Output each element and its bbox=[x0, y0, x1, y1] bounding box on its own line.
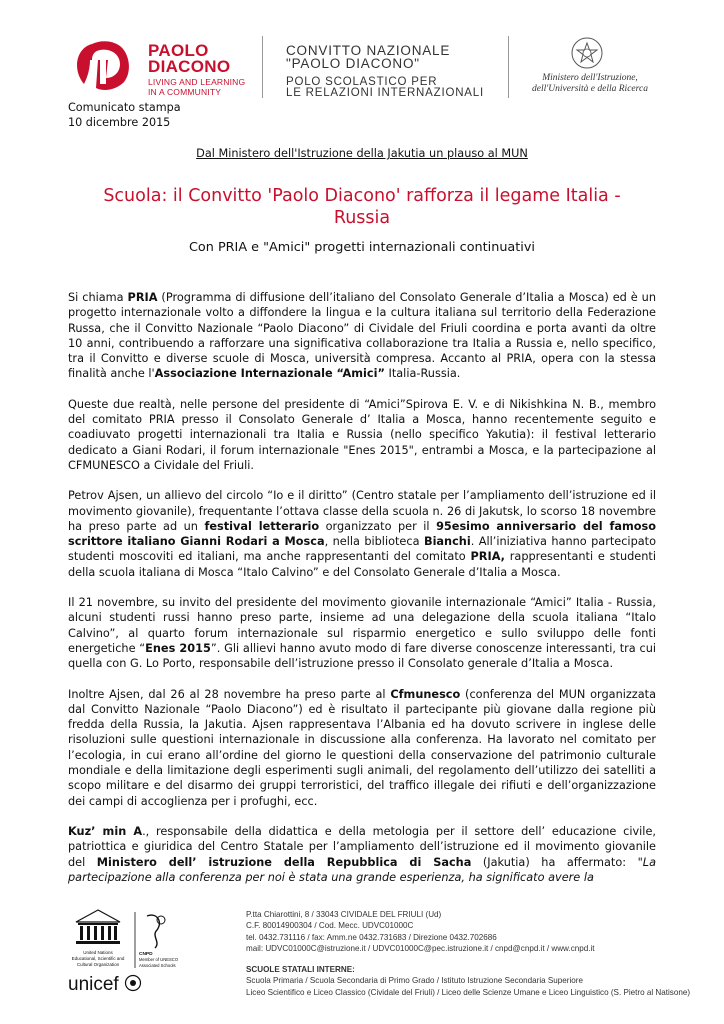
footer-address-line: mail: UDVC01000C@istruzione.it / UDVC01000C@pec.istruzione.it / cnpd@cnpd.it / www.cnpd.it bbox=[246, 944, 595, 954]
unesco-caption-2: Educational, Scientific and bbox=[71, 956, 125, 961]
unesco-logo-icon bbox=[68, 908, 128, 978]
paolo-diacono-logo-mark-icon bbox=[70, 38, 136, 94]
cnpd-caption-2: Member of UNESCO bbox=[139, 957, 179, 962]
unesco-caption-1: United Nations bbox=[83, 950, 113, 955]
header-divider bbox=[508, 36, 509, 98]
schools-line: Liceo Scientifico e Liceo Classico (Cividale del Friuli) / Liceo delle Scienze Umane e Liceo Linguistico (S. Pietro al Natisone) bbox=[246, 987, 691, 997]
paolo-diacono-logo bbox=[148, 43, 245, 97]
schools-heading: SCUOLE STATALI INTERNE: bbox=[246, 965, 355, 974]
convitto-line1: CONVITTO NAZIONALE bbox=[286, 43, 451, 58]
footer-schools bbox=[246, 964, 690, 998]
press-release-date: 10 dicembre 2015 bbox=[68, 116, 171, 129]
footer-address-line: tel. 0432.731116 / fax: Amm.ne 0432.731683 / Direzione 0432.702686 bbox=[246, 932, 497, 942]
italian-republic-emblem-icon bbox=[570, 36, 604, 70]
footer-address-line: P.tta Chiarottini, 8 / 33043 CIVIDALE DEL FRIULI (Ud) bbox=[246, 910, 442, 919]
paragraph-4: Il 21 novembre, su invito del presidente del movimento giovanile internazionale “Amici” Italia - Russia, alcuni studenti russi hanno preso parte, insieme ad una delegazione della scuola italiana “Italo Calvino”, al quarto forum internazionale sul risparmio energetico e sullo sviluppo delle fonti energetiche “Enes 2015”. Gli allievi hanno avuto modo di fare diverse conoscenze interessanti, tra cui quella con G. Lo Porto, responsabile dell’istruzione presso il Consolato generale d’Italia a Mosca. bbox=[68, 596, 657, 671]
logo-tagline-line1: LIVING AND LEARNING bbox=[148, 77, 246, 87]
kicker: Dal Ministero dell'Istruzione della Jakutia un plauso al MUN bbox=[196, 147, 528, 160]
unicef-wordmark: unicef bbox=[68, 974, 119, 995]
ministero-line1: Ministero dell'Istruzione, bbox=[542, 73, 638, 83]
unicef-logo bbox=[68, 974, 142, 996]
convitto-line4: LE RELAZIONI INTERNAZIONALI bbox=[286, 87, 484, 99]
cnpd-caption-3: Associated Schools bbox=[139, 963, 176, 968]
unesco-caption-3: Cultural Organization bbox=[76, 962, 120, 967]
paragraph-1: Si chiama PRIA (Programma di diffusione dell’italiano del Consolato Generale d’Italia a Mosca) ed è un progetto internazionale volto a diffondere la lingua e la cultura italiana sul territorio della Federazione Russa, che il Convitto Nazionale “Paolo Diacono” di Cividale del Friuli coordina e porta avanti da oltre 10 anni, contribuendo a rafforzare una significativa collaborazione tra Italia a Russia e, nello specifico, tra il Convitto e diverse scuole di Mosca, università compresa. Accanto al PRIA, opera con la stessa finalità anche l'Associazione Internazionale “Amici” Italia-Russia. bbox=[68, 291, 656, 381]
article-body bbox=[68, 290, 656, 900]
logo-tagline-line2: IN A COMMUNITY bbox=[148, 87, 222, 97]
header-divider bbox=[262, 36, 263, 98]
unicef-globe-icon bbox=[124, 974, 142, 992]
paragraph-6: Kuz’ min A., responsabile della didattica e della metologia per il settore dell’ educazione civile, patriottica e giuridica del Centro Statale per l’ampliamento dell’istruzione ed il movimento giovanile del Ministero dell’ istruzione della Repubblica di Sacha (Jakutia) ha affermato: "La partecipazione alla conferenza per noi è stata una grande esperienza, ha significato avere la bbox=[68, 824, 656, 884]
page-title: Scuola: il Convitto 'Paolo Diacono' rafforza il legame Italia - Russia bbox=[103, 186, 621, 228]
paragraph-2: Queste due realtà, nelle persone del presidente di “Amici”Spirova E. V. e di Nikishkina N. B., membro del comitato PRIA presso il Consolato Generale d’ Italia a Mosca, hanno recentemente seguito e coadiuvato progetti internazionali tra Italia e Russia (nello specifico Yakutia): il festival letterario dedicato a Giani Rodari, il forum internazionale "Enes 2015", entrambi a Mosca, e la partecipazione al CFMUNESCO a Cividale del Friuli. bbox=[68, 397, 656, 472]
convitto-line2: "PAOLO DIACONO" bbox=[286, 56, 420, 71]
subtitle: Con PRIA e "Amici" progetti internazionali continuativi bbox=[189, 240, 535, 255]
footer-address bbox=[246, 909, 595, 955]
cnpd-caption-1: CNPD bbox=[139, 952, 153, 957]
ministero-caption bbox=[520, 73, 660, 95]
paragraph-3: Petrov Ajsen, un allievo del circolo “Io e il diritto” (Centro statale per l’ampliamento dell’istruzione ed il movimento giovanile), frequentante l’ottava classe della scuola n. 26 di Jakutsk, lo scorso 18 novembre ha preso parte ad un festival letterario organizzato per il 95esimo anniversario del famoso scrittore italiano Gianni Rodari a Mosca, nella biblioteca Bianchi. All’iniziativa hanno partecipato studenti moscoviti ed italiani, ma anche rappresentanti del comitato PRIA, rappresentanti e studenti della scuola italiana di Mosca “Italo Calvino” e del Consolato Generale d’Italia a Mosca. bbox=[68, 489, 657, 579]
press-release-label: Comunicato stampa bbox=[68, 101, 181, 114]
ministero-line2: dell'Università e della Ricerca bbox=[532, 84, 648, 94]
cnpd-logo-icon bbox=[133, 908, 183, 978]
logo-name-line2: DIACONO bbox=[148, 57, 231, 76]
footer-address-line: C.F. 80014900304 / Cod. Mecc. UDVC01000C bbox=[246, 921, 414, 931]
convitto-line3: POLO SCOLASTICO PER bbox=[286, 76, 438, 88]
convitto-heading bbox=[286, 44, 484, 99]
dateline bbox=[68, 100, 181, 130]
logo-name-line1: PAOLO bbox=[148, 41, 209, 60]
paragraph-5: Inoltre Ajsen, dal 26 al 28 novembre ha preso parte al Cfmunesco (conferenza del MUN organizzata dal Convitto Nazionale “Paolo Diacono”) ed è risultato il partecipante più giovane dalla regione più fredda della Russia, la Jakutia. Ajsen rappresentava l’Albania ed ha dovuto scrivere in inglese delle risoluzioni sulle questioni internazionale in discussione alla conferenza. Ha lavorato nel comitato per l’ecologia, in cui erano all’ordine del giorno le questioni della conservazione del patrimonio culturale mondiale e della limitazione degli esperimenti sugli animali, del regolamento dell’utilizzo dei satelliti a scopo militare e del disarmo dei gruppi terroristici, del traffico illegale dei rifiuti e dell’organizzazione dei campi di accoglienza per i profughi, ecc. bbox=[68, 687, 657, 808]
schools-line: Scuola Primaria / Scuola Secondaria di Primo Grado / Istituto Istruzione Secondaria Superiore bbox=[246, 976, 583, 986]
